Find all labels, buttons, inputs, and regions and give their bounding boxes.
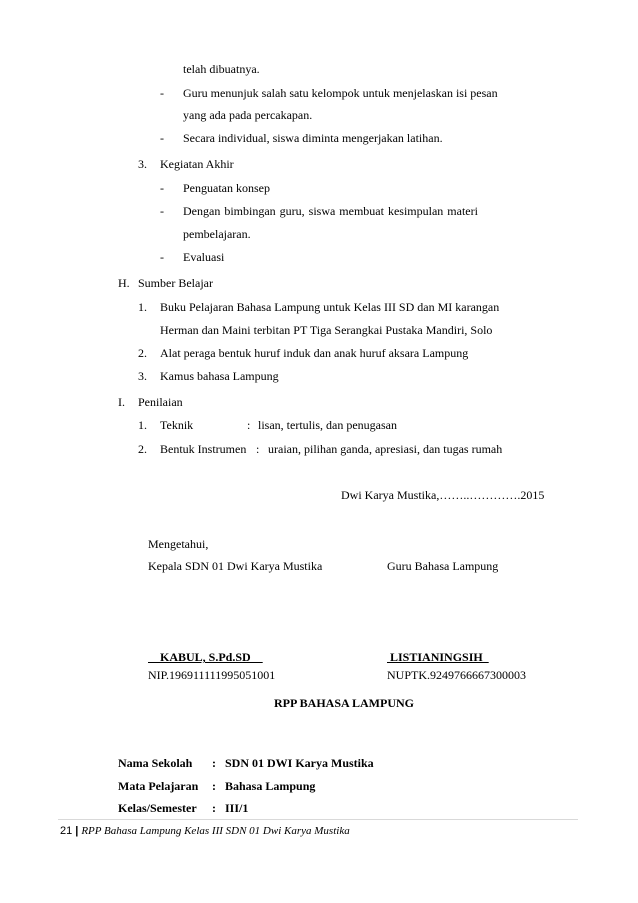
signer-right-id: NUPTK.9249766667300003: [387, 668, 527, 682]
bullet-dash: -: [160, 204, 164, 218]
kegiatan-akhir-item-cont: pembelajaran.: [183, 227, 251, 241]
section-letter: I.: [118, 395, 125, 409]
penilaian-label: Teknik: [160, 418, 194, 432]
section-heading-sumber: Sumber Belajar: [138, 276, 213, 290]
kegiatan-akhir-item: Dengan bimbingan guru, siswa membuat kesimpulan materi: [183, 204, 478, 218]
footer-divider: [58, 819, 578, 820]
field-value: SDN 01 DWI Karya Mustika: [225, 756, 374, 770]
page-number: 21: [60, 825, 73, 837]
field-value: III/1: [225, 801, 249, 815]
field-label: Nama Sekolah: [118, 756, 193, 770]
list-number: 1.: [138, 300, 147, 314]
kegiatan-inti-line: telah dibuatnya.: [183, 62, 260, 76]
signer-right-name: LISTIANINGSIH: [387, 650, 489, 664]
field-colon: :: [212, 801, 216, 815]
footer-title: RPP Bahasa Lampung Kelas III SDN 01 Dwi Karya Mustika: [81, 825, 350, 837]
penilaian-colon: :: [256, 442, 260, 456]
field-label: Mata Pelajaran: [118, 779, 199, 793]
penilaian-colon: :: [247, 418, 251, 432]
sumber-item: Kamus bahasa Lampung: [160, 369, 279, 383]
signer-left-name: KABUL, S.Pd.SD: [148, 650, 263, 664]
kegiatan-inti-item-cont: yang ada pada percakapan.: [183, 108, 313, 122]
penilaian-label: Bentuk Instrumen: [160, 442, 247, 456]
list-number: 2.: [138, 442, 147, 456]
kegiatan-inti-item: Guru menunjuk salah satu kelompok untuk menjelaskan isi pesan: [183, 86, 498, 100]
footer-separator: |: [75, 825, 79, 837]
kegiatan-akhir-item: Penguatan konsep: [183, 181, 270, 195]
bullet-dash: -: [160, 86, 164, 100]
list-number: 2.: [138, 346, 147, 360]
penilaian-value: lisan, tertulis, dan penugasan: [258, 418, 397, 432]
list-number: 3.: [138, 369, 147, 383]
kegiatan-akhir-item: Evaluasi: [183, 250, 225, 264]
field-label: Kelas/Semester: [118, 801, 197, 815]
rpp-title: RPP BAHASA LAMPUNG: [274, 696, 415, 710]
page-footer: [60, 824, 350, 838]
kegiatan-akhir-number: 3.: [138, 157, 147, 171]
signer-left-role: Kepala SDN 01 Dwi Karya Mustika: [148, 559, 323, 573]
field-colon: :: [212, 779, 216, 793]
place-date: Dwi Karya Mustika,……..………….2015: [341, 488, 545, 502]
section-letter: H.: [118, 276, 130, 290]
kegiatan-akhir-heading: Kegiatan Akhir: [160, 157, 234, 171]
kegiatan-inti-item: Secara individual, siswa diminta mengerjakan latihan.: [183, 131, 443, 145]
bullet-dash: -: [160, 181, 164, 195]
sumber-item-cont: Herman dan Maini terbitan PT Tiga Serangkai Pustaka Mandiri, Solo: [160, 323, 493, 337]
signer-right-role: Guru Bahasa Lampung: [387, 559, 499, 573]
sumber-item: Buku Pelajaran Bahasa Lampung untuk Kelas III SD dan MI karangan: [160, 300, 500, 314]
signer-left-id: NIP.196911111995051001: [148, 668, 276, 682]
bullet-dash: -: [160, 131, 164, 145]
section-heading-penilaian: Penilaian: [138, 395, 183, 409]
penilaian-value: uraian, pilihan ganda, apresiasi, dan tugas rumah: [268, 442, 503, 456]
bullet-dash: -: [160, 250, 164, 264]
field-colon: :: [212, 756, 216, 770]
mengetahui-label: Mengetahui,: [148, 537, 209, 551]
field-value: Bahasa Lampung: [225, 779, 316, 793]
list-number: 1.: [138, 418, 147, 432]
sumber-item: Alat peraga bentuk huruf induk dan anak huruf aksara Lampung: [160, 346, 469, 360]
